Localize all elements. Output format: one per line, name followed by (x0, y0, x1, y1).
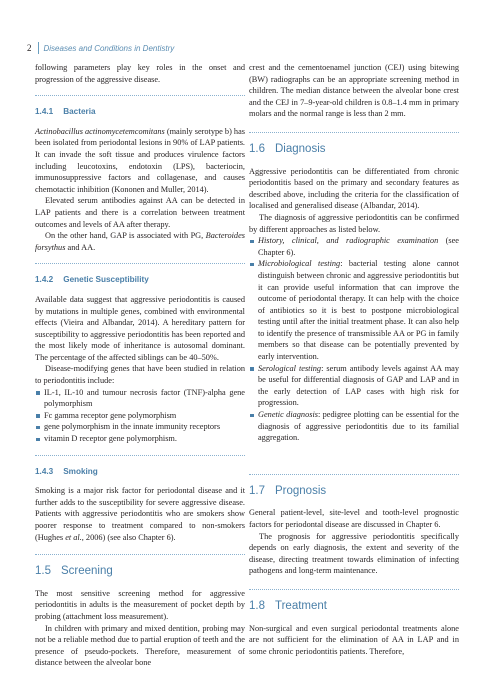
running-title: Diseases and Conditions in Dentistry (43, 43, 175, 53)
subsection-heading-bacteria: 1.4.1 Bacteria (35, 107, 96, 117)
section-divider (249, 132, 459, 133)
bacteria-paragraph-2: Elevated serum antibodies against AA can be detected in LAP patients and there is a correlation between treatment outcomes and levels of AA after therapy. (35, 196, 245, 229)
subsection-heading-smoking: 1.4.3 Smoking (35, 466, 98, 476)
section-divider (35, 263, 245, 264)
section-heading-screening: 1.5 Screening (35, 565, 113, 578)
left-column (35, 62, 245, 669)
page-header (27, 41, 473, 55)
diagnosis-paragraph-1: Aggressive periodontitis can be differentiated from chronic periodontitis based on the primary and secondary features as described above, including the criteria for the classification of localised and generalised disease (Albandar, 2014). (249, 166, 459, 211)
prognosis-paragraph-2: The prognosis for aggressive periodontitis specifically depends on early diagnosis, the extent and severity of the disease, directing treatment towards elimination of infecting pathogens and long-term maintenance. (249, 531, 459, 576)
section-divider (35, 554, 245, 555)
bacteria-paragraph-1: Actinobacillus actinomycetemcomitans (mainly serotype b) has been isolated from periodontal lesions in 90% of LAP patients. It can invade the soft tissue and produces virulence factors including leucotoxins, endotoxin (LPS), bacteriocin, immunosuppressive factors and collagenase, and causes chemotactic inhibition (Kononen and Muller, 2014). (35, 126, 245, 194)
screening-paragraph-1: The most sensitive screening method for aggressive periodontitis in adults is the measurement of pocket depth by probing (attachment loss measurement). (35, 588, 245, 621)
genetic-paragraph-2: Disease-modifying genes that have been studied in relation to periodontitis include: (35, 364, 245, 386)
section-heading-diagnosis: 1.6 Diagnosis (249, 142, 326, 155)
right-column (249, 62, 459, 657)
diagnosis-list (249, 235, 459, 444)
list-item: Genetic diagnosis: pedigree plotting can be essential for the diagnosis of aggressive periodontitis due to its familial aggregation. (249, 409, 459, 444)
section-heading-prognosis: 1.7 Prognosis (249, 484, 327, 497)
section-divider (249, 474, 459, 475)
list-item: IL-1, IL-10 and tumour necrosis factor (TNF)-alpha gene polymorphism (35, 387, 245, 410)
header-divider (38, 42, 39, 54)
genetic-paragraph-1: Available data suggest that aggressive periodontitis is caused by mutations in multiple genes, combined with environmental effects (Vieira and Albandar, 2014). A hereditary pattern for susceptibility to aggressive periodontitis has been reported and the most likely mode of inheritance is autosomal dominant. The percentage of the affected siblings can be 40–50%. (35, 294, 245, 362)
subsection-heading-genetic: 1.4.2 Genetic Susceptibility (35, 275, 149, 285)
section-divider (249, 589, 459, 590)
list-item: Fc gamma receptor gene polymorphism (35, 410, 245, 422)
genetic-list (35, 387, 245, 445)
section-divider (35, 95, 245, 96)
section-heading-treatment: 1.8 Treatment (249, 599, 327, 612)
page-number: 2 (27, 43, 32, 53)
list-item: Microbiological testing: bacterial testing alone cannot distinguish between chronic and aggressive periodontitis but it can provide useful information that can improve the outcome of periodontal therapy. It can help with the choice of antibiotics so it is best to postpone microbiological testing until after the initial treatment phase. It can also help to identify the presence of transmissible AA or PG in family members so that disease can be potentially prevented by early intervention. (249, 258, 459, 362)
smoking-paragraph: Smoking is a major risk factor for periodontal disease and it further adds to the susceptibility for severe aggressive disease. Patients with aggressive periodontitis who are smokers show poorer response to treatment compared to non-smokers (Hughes et al., 2006) (see also Chapter 6). (35, 486, 245, 542)
continued-paragraph: crest and the cementoenamel junction (CEJ) using bitewing (BW) radiographs can be an appropriate screening method in children. The median distance between the alveolar bone crest and the CEJ in 7–9-year-old children is 0.8–1.4 mm in primary molars and the normal range is less than 2 mm. (249, 63, 459, 119)
intro-paragraph: following parameters play key roles in the onset and progression of the aggressive disease. (35, 63, 245, 84)
treatment-paragraph: Non-surgical and even surgical periodontal treatments alone are not sufficient for the elimination of AA in LAP and in some chronic periodontitis patients. Therefore, (249, 623, 459, 656)
diagnosis-paragraph-2: The diagnosis of aggressive periodontitis can be confirmed by different approaches as listed below. (249, 212, 459, 234)
prognosis-paragraph-1: General patient-level, site-level and tooth-level prognostic factors for periodontal disease are discussed in Chapter 6. (249, 508, 459, 529)
section-divider (35, 455, 245, 456)
bacteria-paragraph-3: On the other hand, GAP is associated with PG, Bacteroides forsythus and AA. (35, 231, 245, 252)
list-item: vitamin D receptor gene polymorphism. (35, 433, 245, 445)
list-item: History, clinical, and radiographic examination (see Chapter 6). (249, 235, 459, 258)
list-item: gene polymorphism in the innate immunity receptors (35, 421, 245, 433)
screening-paragraph-2: In children with primary and mixed dentition, probing may not be a reliable method due to partial eruption of teeth and the presence of pseudo-pockets. Therefore, measurement of distance between the alveolar bone (35, 623, 245, 668)
list-item: Serological testing: serum antibody levels against AA may be useful for differential diagnosis of GAP and LAP and in the early detection of LAP cases with high risk for progression. (249, 363, 459, 409)
